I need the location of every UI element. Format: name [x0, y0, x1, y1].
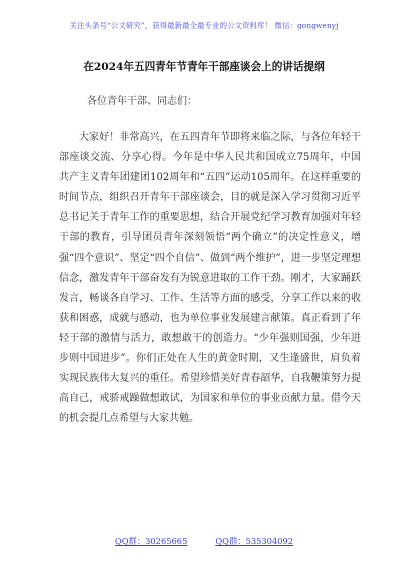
- qq-group-1: QQ群：30265665: [114, 536, 188, 546]
- salutation: 各位青年干部、同志们：: [87, 96, 197, 107]
- footer: [0, 535, 408, 547]
- header-banner: 关注头条号“公文研究”，获得最新最全最专业的公文资料库！ 微信：gongwenyj: [69, 21, 339, 30]
- qq-group-2: QQ群：535304092: [215, 536, 294, 546]
- body-paragraph: 大家好！非常高兴，在五四青年节即将来临之际，与各位年轻干部座谈交流、分享心得。今年是中华人民共和国成立75周年，中国共产主义青年团建团102周年和“五四”运动105周年。在这样重要的时间节点，组织召开青年干部座谈会，目的就是深入学习贯彻习近平总书记关于青年工作的重要思想，结合开展党纪学习教育加强对年轻干部的教育，引导团员青年深刻领悟“两个确立”的决定性意义，增强“四个意识”、坚定“四个自信”、做到“两个维护”，进一步坚定理想信念，激发青年干部奋发有为锐意进取的工作干劲。刚才，大家踊跃发言，畅谈各自学习、工作、生活等方面的感受，分享工作以来的收获和困惑，成就与感动，也为单位事业发展建言献策。真正看到了年轻干部的激情与活力，敢想敢干的创造力。“少年强则国强，少年进步则中国进步”。你们正处在人生的黄金时期，又生逢盛世，肩负着实现民族伟大复兴的重任。希望珍惜美好青春韶华，自我鞭策努力提高自己，戒骄戒躁做想敢试，为国家和单位的事业贡献力量。借今天的机会提几点希望与大家共勉。: [59, 132, 361, 425]
- document-title: 在2024年五四青年节青年干部座谈会上的讲话提纲: [83, 61, 325, 73]
